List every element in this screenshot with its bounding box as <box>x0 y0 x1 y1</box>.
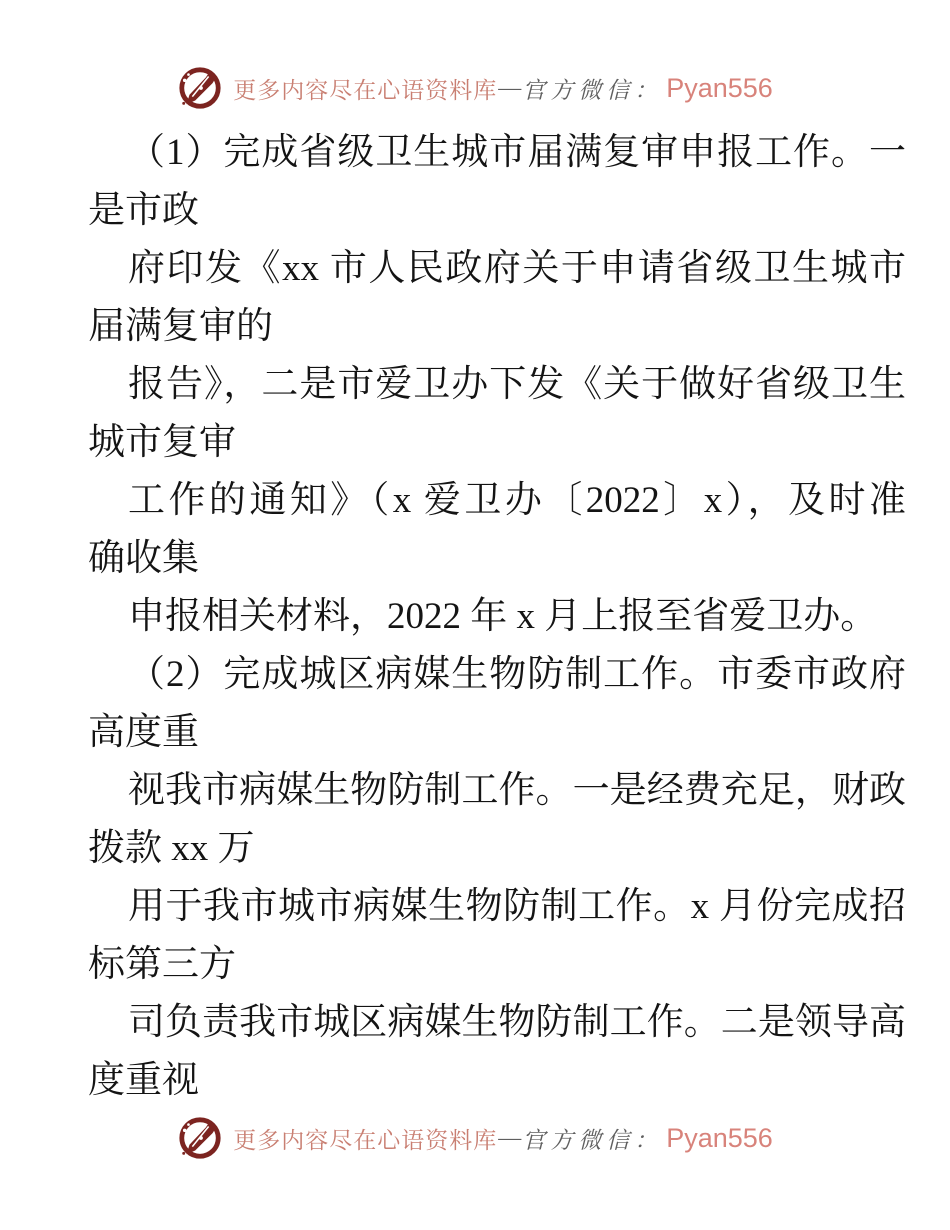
text-line: 确收集 <box>88 538 199 579</box>
separator-dash: — <box>498 75 522 100</box>
text-line: （1）完成省级卫生城市届满复审申报工作。一 <box>128 132 906 173</box>
text-line: 司负责我市城区病媒生物防制工作。二是领导高 <box>128 1002 906 1043</box>
wechat-id: Pyan556 <box>666 72 773 103</box>
header-watermark <box>0 62 950 114</box>
text-line: 用于我市城市病媒生物防制工作。x 月份完成招 <box>128 886 906 927</box>
document-body <box>88 124 906 1110</box>
pen-logo-icon <box>177 65 223 111</box>
separator-dash: — <box>498 1125 522 1150</box>
text-line: 城市复审 <box>88 422 236 463</box>
text-line: 度重视 <box>88 1060 199 1101</box>
text-line: 标第三方 <box>88 944 236 985</box>
brand-text: 更多内容尽在心语资料库 <box>233 1127 498 1153</box>
brand-text: 更多内容尽在心语资料库 <box>233 77 498 103</box>
text-line: 报告》，二是市爱卫办下发《关于做好省级卫生 <box>128 364 906 405</box>
text-line: 拨款 xx 万 <box>88 828 255 869</box>
text-line: （2）完成城区病媒生物防制工作。市委市政府 <box>128 654 906 695</box>
text-line: 是市政 <box>88 190 199 231</box>
pen-logo-icon <box>177 1115 223 1161</box>
wechat-label: 官方微信： <box>522 1127 663 1153</box>
text-line: 申报相关材料，2022 年 x 月上报至省爱卫办。 <box>128 596 878 637</box>
text-line: 高度重 <box>88 712 199 753</box>
text-line: 届满复审的 <box>88 306 273 347</box>
text-line: 视我市病媒生物防制工作。一是经费充足，财政 <box>128 770 906 811</box>
footer-watermark <box>0 1112 950 1164</box>
wechat-id: Pyan556 <box>666 1122 773 1153</box>
text-line: 工作的通知》（x 爱卫办〔2022〕x），及时准 <box>128 480 906 521</box>
wechat-label: 官方微信： <box>522 77 663 103</box>
text-line: 府印发《xx 市人民政府关于申请省级卫生城市 <box>128 248 906 289</box>
